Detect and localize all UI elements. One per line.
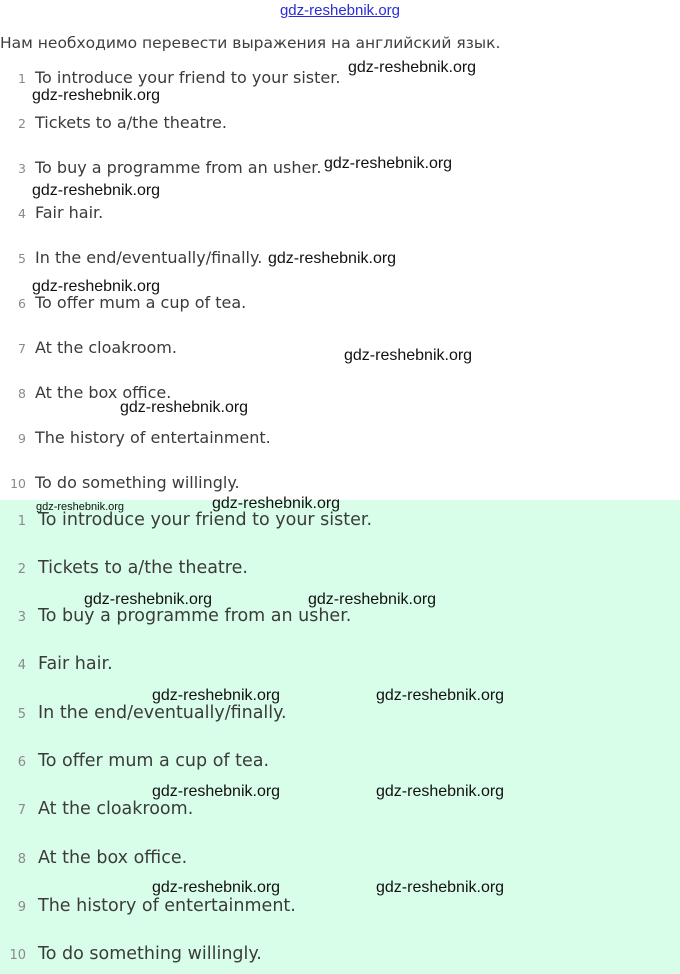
item-number: 1: [18, 71, 26, 86]
item-number: 3: [17, 610, 26, 625]
item-text: At the box office.: [35, 383, 172, 402]
item-number: 4: [18, 206, 26, 221]
watermark-text: gdz-reshebnik.org: [152, 783, 281, 800]
answer-block: [0, 500, 680, 974]
watermark-text: gdz-reshebnik.org: [152, 879, 281, 896]
watermark-text: gdz-reshebnik.org: [376, 783, 505, 800]
watermark-text: gdz-reshebnik.org: [308, 591, 437, 608]
item-number: 2: [17, 562, 26, 577]
item-number: 9: [17, 900, 26, 915]
item-text: The history of entertainment.: [35, 428, 271, 447]
item-number: 8: [18, 386, 26, 401]
item-text: In the end/eventually/finally.: [35, 248, 263, 267]
item-text: Tickets to a/the theatre.: [38, 558, 248, 578]
item-number: 7: [18, 341, 26, 356]
item-number: 5: [17, 707, 26, 722]
site-header-link[interactable]: gdz-reshebnik.org: [279, 2, 401, 19]
item-text: At the box office.: [38, 848, 188, 868]
item-number: 10: [10, 476, 26, 491]
watermark-text: gdz-reshebnik.org: [36, 501, 125, 513]
item-number: 5: [18, 251, 26, 266]
watermark-text: gdz-reshebnik.org: [32, 278, 161, 295]
item-number: 6: [17, 755, 26, 770]
item-text: Tickets to a/the theatre.: [35, 113, 227, 132]
watermark-text: gdz-reshebnik.org: [348, 59, 477, 76]
item-number: 8: [17, 852, 26, 867]
watermark-text: gdz-reshebnik.org: [32, 87, 161, 104]
item-text: In the end/eventually/finally.: [38, 703, 287, 723]
watermark-text: gdz-reshebnik.org: [120, 399, 249, 416]
item-text: To introduce your friend to your sister.: [38, 510, 373, 530]
item-number: 7: [17, 803, 26, 818]
watermark-text: gdz-reshebnik.org: [376, 879, 505, 896]
item-number: 6: [18, 296, 26, 311]
item-text: To offer mum a cup of tea.: [38, 751, 270, 771]
item-text: The history of entertainment.: [38, 896, 296, 916]
item-text: Fair hair.: [38, 654, 113, 674]
item-number: 1: [17, 514, 26, 529]
item-text: At the cloakroom.: [35, 338, 177, 357]
watermark-text: gdz-reshebnik.org: [32, 182, 161, 199]
item-number: 2: [18, 116, 26, 131]
item-text: To do something willingly.: [35, 473, 240, 492]
item-number: 3: [18, 161, 26, 176]
watermark-text: gdz-reshebnik.org: [376, 687, 505, 704]
watermark-text: gdz-reshebnik.org: [324, 155, 453, 172]
item-text: To buy a programme from an usher.: [38, 606, 352, 626]
watermark-text: gdz-reshebnik.org: [84, 591, 213, 608]
watermark-text: gdz-reshebnik.org: [152, 687, 281, 704]
item-number: 9: [18, 431, 26, 446]
item-number: 10: [9, 948, 26, 963]
task-instruction: Нам необходимо перевести выражения на английский язык.: [0, 34, 501, 52]
item-text: Fair hair.: [35, 203, 104, 222]
item-text: At the cloakroom.: [38, 799, 194, 819]
watermark-text: gdz-reshebnik.org: [212, 495, 341, 512]
watermark-text: gdz-reshebnik.org: [344, 347, 473, 364]
item-text: To introduce your friend to your sister.: [35, 68, 341, 87]
watermark-text: gdz-reshebnik.org: [268, 250, 397, 267]
item-text: To offer mum a cup of tea.: [35, 293, 247, 312]
item-number: 4: [17, 658, 26, 673]
item-text: To do something willingly.: [38, 944, 262, 964]
item-text: To buy a programme from an usher.: [35, 158, 322, 177]
